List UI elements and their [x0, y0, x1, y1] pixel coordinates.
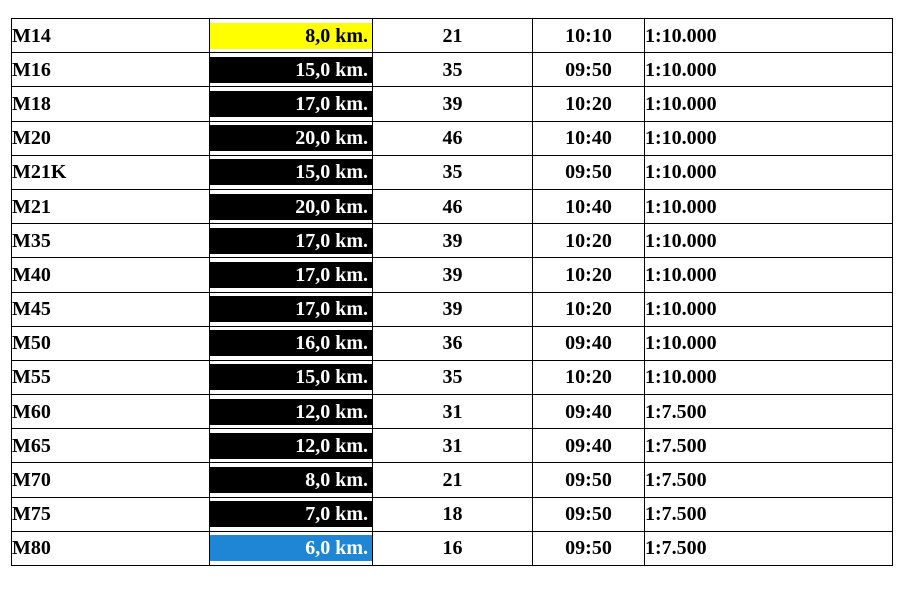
map-scale-cell: 1:10.000	[645, 258, 893, 292]
class-cell: M60	[12, 395, 210, 429]
table-row	[12, 19, 893, 53]
map-scale-cell: 1:7.500	[645, 497, 893, 531]
distance-value: 12,0 km.	[210, 399, 372, 425]
distance-value: 8,0 km.	[210, 467, 372, 493]
map-scale-cell: 1:10.000	[645, 224, 893, 258]
class-cell: M50	[12, 326, 210, 360]
map-scale-cell: 1:10.000	[645, 189, 893, 223]
distance-cell	[210, 87, 373, 121]
table-row	[12, 53, 893, 87]
table-row	[12, 395, 893, 429]
map-scale-cell: 1:7.500	[645, 429, 893, 463]
distance-cell	[210, 497, 373, 531]
map-scale-cell: 1:10.000	[645, 19, 893, 53]
start-time-cell: 10:20	[533, 224, 645, 258]
start-time-cell: 09:40	[533, 429, 645, 463]
distance-cell	[210, 463, 373, 497]
controls-cell: 39	[373, 87, 533, 121]
class-cell: M20	[12, 121, 210, 155]
controls-cell: 21	[373, 19, 533, 53]
class-cell: M65	[12, 429, 210, 463]
start-time-cell: 10:40	[533, 121, 645, 155]
controls-cell: 39	[373, 292, 533, 326]
start-time-cell: 10:20	[533, 292, 645, 326]
controls-cell: 35	[373, 53, 533, 87]
start-time-cell: 09:50	[533, 53, 645, 87]
distance-cell	[210, 258, 373, 292]
class-cell: M18	[12, 87, 210, 121]
map-scale-cell: 1:10.000	[645, 326, 893, 360]
map-scale-cell: 1:10.000	[645, 360, 893, 394]
controls-cell: 31	[373, 395, 533, 429]
distance-cell	[210, 326, 373, 360]
start-time-cell: 10:20	[533, 87, 645, 121]
controls-cell: 39	[373, 258, 533, 292]
map-scale-cell: 1:10.000	[645, 121, 893, 155]
table-row	[12, 224, 893, 258]
distance-value: 12,0 km.	[210, 433, 372, 459]
distance-cell	[210, 155, 373, 189]
class-cell: M16	[12, 53, 210, 87]
table-row	[12, 326, 893, 360]
class-cell: M21K	[12, 155, 210, 189]
map-scale-cell: 1:10.000	[645, 292, 893, 326]
start-time-cell: 09:40	[533, 326, 645, 360]
controls-cell: 36	[373, 326, 533, 360]
class-cell: M14	[12, 19, 210, 53]
controls-cell: 46	[373, 121, 533, 155]
table-row	[12, 258, 893, 292]
distance-cell	[210, 53, 373, 87]
table-row	[12, 497, 893, 531]
table-row	[12, 155, 893, 189]
map-scale-cell: 1:7.500	[645, 531, 893, 565]
course-table-body	[12, 19, 893, 566]
class-cell: M70	[12, 463, 210, 497]
table-row	[12, 531, 893, 565]
controls-cell: 31	[373, 429, 533, 463]
controls-cell: 16	[373, 531, 533, 565]
class-cell: M75	[12, 497, 210, 531]
distance-cell	[210, 121, 373, 155]
controls-cell: 21	[373, 463, 533, 497]
distance-value: 7,0 km.	[210, 501, 372, 527]
distance-cell	[210, 224, 373, 258]
start-time-cell: 10:40	[533, 189, 645, 223]
start-time-cell: 09:40	[533, 395, 645, 429]
distance-value: 20,0 km.	[210, 194, 372, 220]
controls-cell: 35	[373, 360, 533, 394]
distance-cell	[210, 19, 373, 53]
class-cell: M21	[12, 189, 210, 223]
class-cell: M80	[12, 531, 210, 565]
distance-cell	[210, 292, 373, 326]
controls-cell: 39	[373, 224, 533, 258]
distance-value: 15,0 km.	[210, 57, 372, 83]
class-cell: M45	[12, 292, 210, 326]
distance-value: 15,0 km.	[210, 364, 372, 390]
distance-value: 16,0 km.	[210, 330, 372, 356]
controls-cell: 35	[373, 155, 533, 189]
start-time-cell: 09:50	[533, 497, 645, 531]
map-scale-cell: 1:7.500	[645, 395, 893, 429]
controls-cell: 18	[373, 497, 533, 531]
distance-cell	[210, 189, 373, 223]
distance-cell	[210, 429, 373, 463]
class-cell: M35	[12, 224, 210, 258]
start-time-cell: 10:20	[533, 258, 645, 292]
start-time-cell: 09:50	[533, 155, 645, 189]
map-scale-cell: 1:7.500	[645, 463, 893, 497]
table-row	[12, 429, 893, 463]
distance-value: 6,0 km.	[210, 535, 372, 561]
map-scale-cell: 1:10.000	[645, 53, 893, 87]
distance-value: 17,0 km.	[210, 228, 372, 254]
distance-cell	[210, 360, 373, 394]
start-time-cell: 09:50	[533, 531, 645, 565]
table-row	[12, 360, 893, 394]
table-row	[12, 87, 893, 121]
class-cell: M55	[12, 360, 210, 394]
distance-value: 20,0 km.	[210, 125, 372, 151]
distance-value: 15,0 km.	[210, 159, 372, 185]
table-row	[12, 463, 893, 497]
controls-cell: 46	[373, 189, 533, 223]
distance-cell	[210, 395, 373, 429]
table-row	[12, 189, 893, 223]
distance-value: 17,0 km.	[210, 296, 372, 322]
table-row	[12, 121, 893, 155]
distance-value: 17,0 km.	[210, 91, 372, 117]
distance-cell	[210, 531, 373, 565]
start-time-cell: 10:10	[533, 19, 645, 53]
course-table	[11, 18, 893, 566]
distance-value: 17,0 km.	[210, 262, 372, 288]
start-time-cell: 10:20	[533, 360, 645, 394]
map-scale-cell: 1:10.000	[645, 155, 893, 189]
class-cell: M40	[12, 258, 210, 292]
table-row	[12, 292, 893, 326]
map-scale-cell: 1:10.000	[645, 87, 893, 121]
start-time-cell: 09:50	[533, 463, 645, 497]
distance-value: 8,0 km.	[210, 23, 372, 49]
